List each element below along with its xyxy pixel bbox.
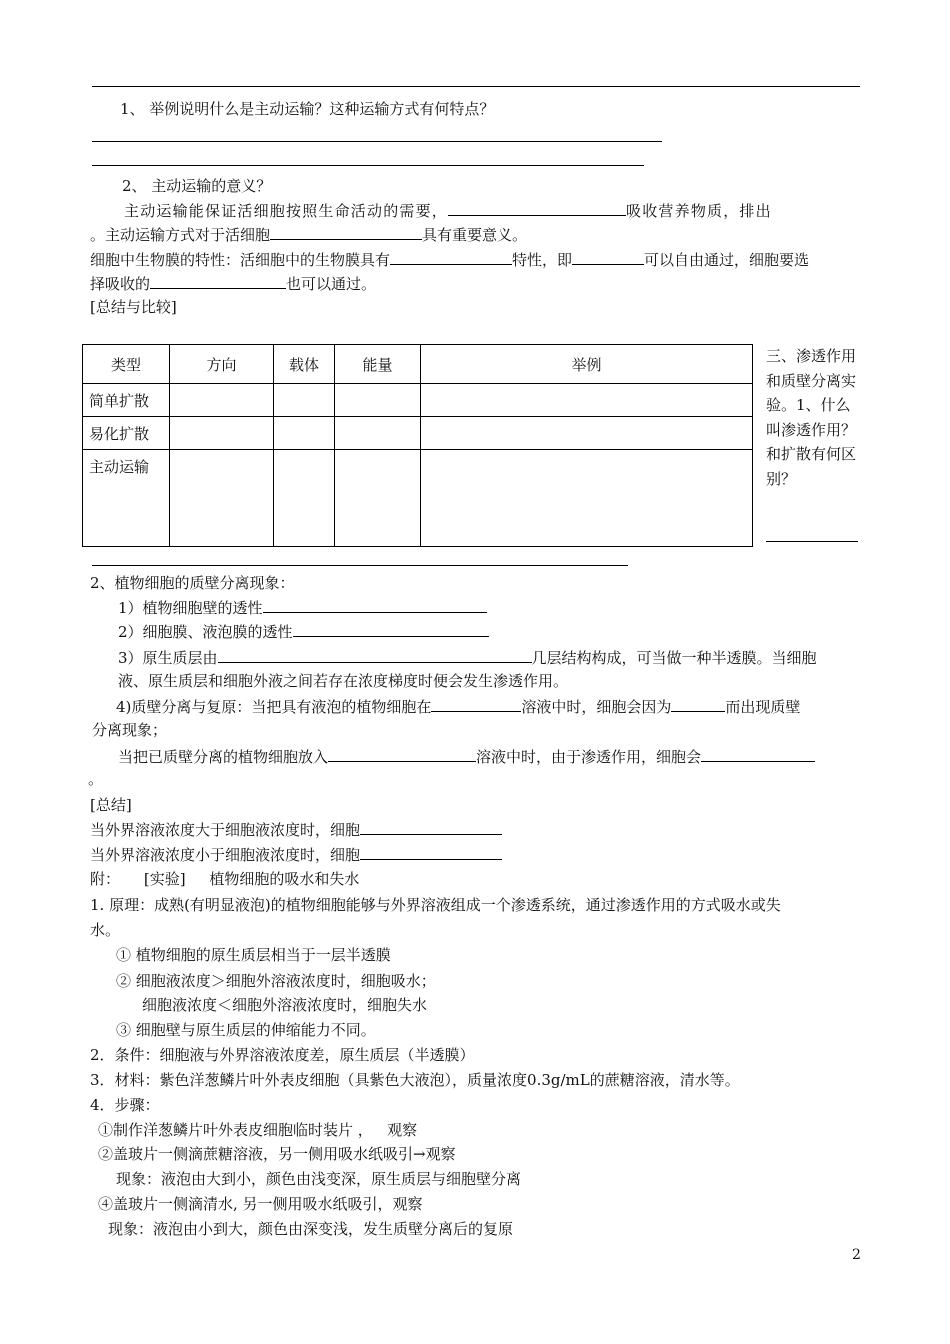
table-cell[interactable]: [421, 384, 753, 417]
appendix-heading: 附： [实验] 植物细胞的吸水和失水: [90, 870, 360, 888]
blank-living-cell[interactable]: [270, 223, 422, 240]
blank-free-pass[interactable]: [572, 248, 644, 265]
blank-summary-1[interactable]: [360, 818, 502, 835]
membrane-line-1: [90, 248, 809, 271]
table-cell[interactable]: [274, 450, 335, 547]
blank-membrane-permeability[interactable]: [293, 620, 489, 637]
s2-item-1: [118, 596, 487, 619]
membrane-line-2: [90, 272, 376, 295]
blank-reason[interactable]: [671, 695, 725, 712]
header-energy: 能量: [335, 345, 421, 384]
table-cell[interactable]: [170, 417, 274, 450]
table-cell[interactable]: [335, 417, 421, 450]
question-2-title: 2、 主动运输的意义？: [122, 177, 272, 195]
step-2: ②盖玻片一侧滴蔗糖溶液，另一侧用吸水纸吸引→观察: [98, 1145, 456, 1163]
q2-line-2: [90, 223, 527, 246]
table-cell[interactable]: [274, 417, 335, 450]
s2-item-4-cont: 分离现象；: [92, 721, 168, 739]
header-direction: 方向: [170, 345, 274, 384]
side-osmosis-question: 三、渗透作用和质壁分离实验。1、什么叫渗透作用？和扩散有何区别？: [766, 347, 857, 488]
s2-item-2-text: 2）细胞膜、液泡膜的透性: [118, 623, 293, 641]
table-cell[interactable]: [421, 450, 753, 547]
answer-line-1[interactable]: [92, 141, 662, 142]
s2-item-5: [118, 745, 815, 768]
s2-item-5-end: 。: [88, 770, 104, 788]
s2-item-2: [118, 620, 489, 643]
page-number: 2: [852, 1247, 861, 1263]
table-row: [83, 417, 753, 450]
blank-wall-permeability[interactable]: [263, 596, 487, 613]
s2-item-4-text-c: 而出现质壁: [725, 698, 801, 716]
membrane-text-c: 可以自由通过，细胞要选: [644, 251, 810, 269]
header-example: 举例: [421, 345, 753, 384]
answer-line-2[interactable]: [92, 165, 644, 166]
summary-text-1: 当外界溶液浓度大于细胞液浓度时，细胞: [90, 821, 361, 839]
table-row: [83, 384, 753, 417]
blank-selected[interactable]: [150, 272, 286, 289]
s2-item-5-text-b: 溶液中时，由于渗透作用，细胞会: [476, 748, 702, 766]
q2-text-a: 主动运输能保证活细胞按照生命活动的需要，: [124, 202, 449, 220]
q2-text-b: 吸收营养物质，排出: [626, 202, 772, 220]
table-header-row: [83, 345, 753, 384]
condition-line: 2．条件：细胞液与外界溶液浓度差，原生质层（半透膜）: [90, 1046, 475, 1064]
membrane-text-a: 细胞中生物膜的特性：活细胞中的生物膜具有: [90, 251, 391, 269]
blank-solution-type[interactable]: [431, 695, 521, 712]
table-cell[interactable]: [421, 417, 753, 450]
s2-item-3-text-b: 几层结构构成，可当做一种半透膜。当细胞: [531, 649, 817, 667]
summary-line-1: [90, 818, 502, 841]
steps-heading: 4．步骤：: [90, 1096, 160, 1114]
side-answer-line[interactable]: [766, 541, 858, 542]
comparison-table: [82, 344, 753, 547]
header-type: 类型: [83, 345, 170, 384]
q2-text-c: 。主动运输方式对于活细胞: [90, 226, 271, 244]
blank-summary-2[interactable]: [360, 843, 502, 860]
principle-line-2: 水。: [90, 921, 121, 939]
materials-line: 3．材料：紫色洋葱鳞片叶外表皮细胞（具紫色大液泡），质量浓度0.3g/mL的蔗糖溶液，清水等。: [90, 1071, 740, 1089]
question-1: 1、 举例说明什么是主动运输？这种运输方式有何特点？: [120, 100, 495, 118]
s2-item-5-text-a: 当把已质壁分离的植物细胞放入: [118, 748, 329, 766]
step-4-observation: 现象：液泡由小到大，颜色由深变浅，发生质壁分离后的复原: [108, 1220, 514, 1238]
s2-item-4-text-a: 4)质壁分离与复原：当把具有液泡的植物细胞在: [116, 698, 432, 716]
s2-item-3: [118, 646, 817, 669]
header-carrier: 载体: [274, 345, 335, 384]
answer-line-3[interactable]: [92, 565, 628, 566]
step-1: ①制作洋葱鳞片叶外表皮细胞临时装片 ， 观察: [98, 1121, 418, 1139]
membrane-text-e: 也可以通过。: [286, 275, 377, 293]
summary-compare-heading: [总结与比较]: [90, 298, 177, 316]
step-4: ④盖玻片一侧滴清水, 另一侧用吸水纸吸引，观察: [98, 1195, 423, 1213]
blank-protoplast-layers[interactable]: [218, 646, 532, 663]
blank-cell-result[interactable]: [701, 745, 815, 762]
summary-line-2: [90, 843, 502, 866]
membrane-text-b: 特性，即: [512, 251, 573, 269]
table-cell[interactable]: [335, 384, 421, 417]
blank-absorb[interactable]: [448, 199, 626, 216]
s2-item-3-text-a: 3）原生质层由: [118, 649, 218, 667]
row-label-active-transport: 主动运输: [83, 450, 170, 547]
principle-line-1: 1. 原理：成熟(有明显液泡)的植物细胞能够与外界溶液组成一个渗透系统，通过渗透作用的方式吸水或失: [90, 896, 781, 914]
principle-item-3: ③ 细胞壁与原生质层的伸缩能力不同。: [116, 1021, 376, 1039]
summary-text-2: 当外界溶液浓度小于细胞液浓度时，细胞: [90, 846, 361, 864]
s2-item-4: [116, 695, 800, 718]
table-cell[interactable]: [170, 384, 274, 417]
q2-text-d: 具有重要意义。: [422, 226, 528, 244]
row-label-simple-diffusion: 简单扩散: [83, 384, 170, 417]
row-label-facilitated-diffusion: 易化扩散: [83, 417, 170, 450]
blank-property[interactable]: [390, 248, 512, 265]
summary-heading: [总结]: [90, 796, 132, 814]
table-cell[interactable]: [170, 450, 274, 547]
membrane-text-d: 择吸收的: [90, 275, 151, 293]
table-cell[interactable]: [335, 450, 421, 547]
table-row: [83, 450, 753, 547]
s2-item-4-text-b: 溶液中时，细胞会因为: [521, 698, 672, 716]
blank-recovery-solution[interactable]: [328, 745, 476, 762]
principle-item-2: ② 细胞液浓度＞细胞外溶液浓度时，细胞吸水；: [116, 972, 436, 990]
s2-item-3-cont: 液、原生质层和细胞外液之间若存在浓度梯度时便会发生渗透作用。: [118, 672, 569, 690]
principle-item-2b: 细胞液浓度＜细胞外溶液浓度时，细胞失水: [142, 996, 428, 1014]
section-2-title: 2、植物细胞的质壁分离现象：: [90, 574, 295, 592]
principle-item-1: ① 植物细胞的原生质层相当于一层半透膜: [116, 946, 391, 964]
q2-line-1: [124, 199, 772, 222]
top-rule: [92, 86, 860, 87]
table-cell[interactable]: [274, 384, 335, 417]
s2-item-1-text: 1）植物细胞壁的透性: [118, 599, 263, 617]
step-2-observation: 现象：液泡由大到小，颜色由浅变深，原生质层与细胞壁分离: [116, 1170, 522, 1188]
